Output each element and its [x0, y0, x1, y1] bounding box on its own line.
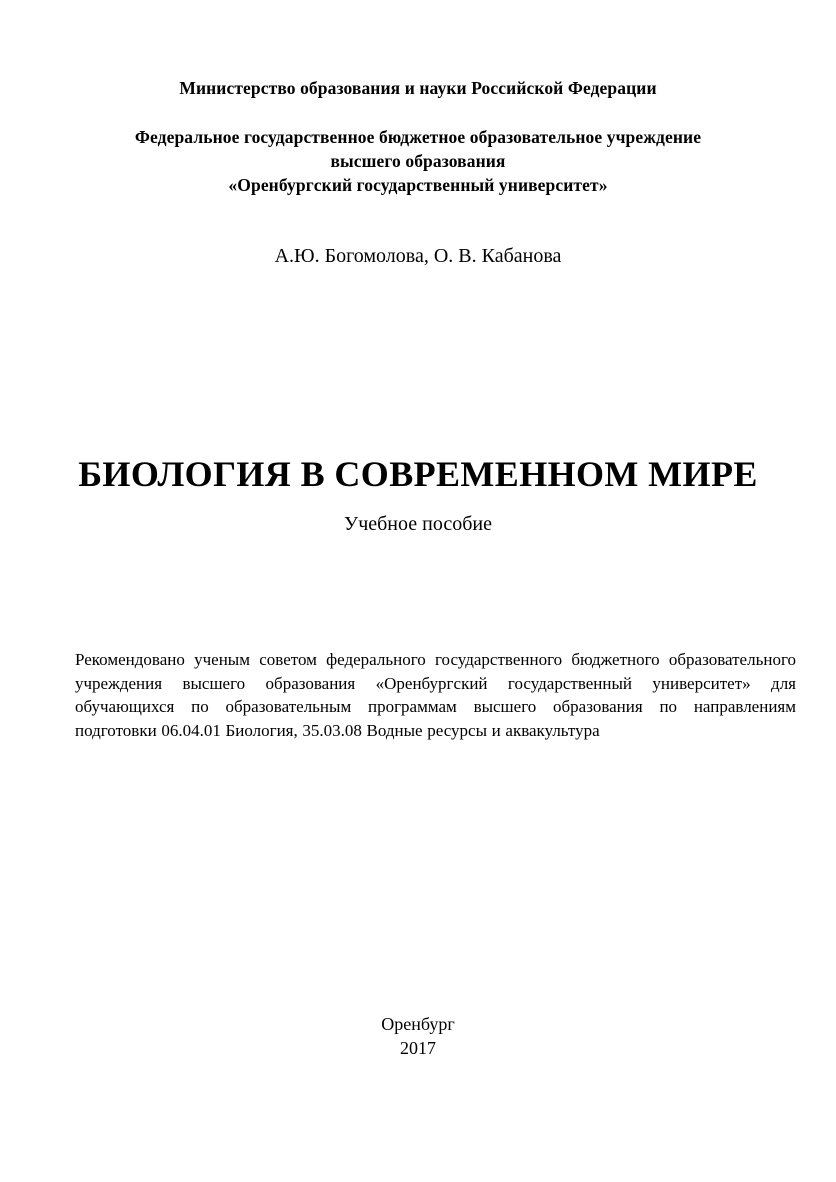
masthead — [75, 76, 761, 197]
institution-name-line-3: «Оренбургский государственный университет» — [228, 175, 608, 195]
institution-name-line-2: высшего образования — [330, 151, 506, 171]
recommendation-paragraph: Рекомендовано ученым советом федерального государственного бюджетного образовательного учреждения высшего образования «Оренбургский государственный университет» для обучающихся по образовательным программам высшего образования по направлениям подготовки 06.04.01 Биология, 35.03.08 Водные ресурсы и аквакультура — [75, 650, 796, 740]
institution-name-line-1: Федеральное государственное бюджетное образовательное учреждение — [134, 127, 702, 147]
page-title: БИОЛОГИЯ В СОВРЕМЕННОМ МИРЕ — [78, 454, 758, 495]
authors-line: А.Ю. Богомолова, О. В. Кабанова — [274, 245, 562, 267]
institution-block — [75, 125, 761, 197]
imprint-year: 2017 — [400, 1038, 436, 1058]
imprint-city: Оренбург — [381, 1014, 455, 1034]
imprint — [75, 1012, 761, 1060]
page-subtitle: Учебное пособие — [344, 513, 492, 535]
ministry-name: Министерство образования и науки Российской Федерации — [179, 78, 657, 98]
